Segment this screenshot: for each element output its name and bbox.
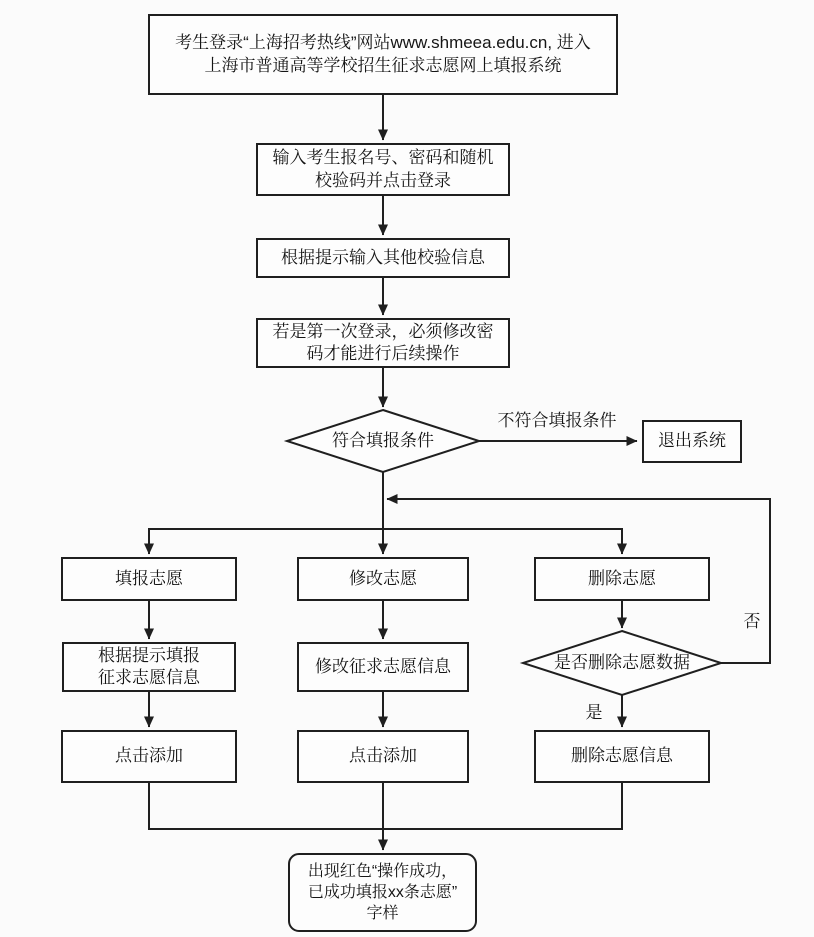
node-text-line: 征求志愿信息 <box>98 668 200 687</box>
edge-label-yes: 是 <box>585 702 603 722</box>
node-text-line: 考生登录“上海招考热线”网站www.shmeea.edu.cn, 进入 <box>175 33 591 53</box>
edge-label-no: 否 <box>743 611 761 631</box>
node-text-line: 删除志愿 <box>588 568 656 588</box>
node-click-add-left <box>61 730 237 783</box>
node-text-line: 码才能进行后续操作 <box>306 344 460 363</box>
node-text-line: 输入考生报名号、密码和随机 <box>272 148 494 168</box>
decision-eligibility-label: 符合填报条件 <box>332 430 434 450</box>
node-enter-credentials <box>256 143 510 196</box>
node-text-line: 修改征求志愿信息 <box>315 656 451 676</box>
node-text-line: 点击添加 <box>349 746 417 766</box>
node-text-line: 填报志愿 <box>115 568 183 588</box>
node-delete-application <box>534 557 710 601</box>
node-text-line: 根据提示填报 <box>98 645 200 665</box>
node-text-line: 字样 <box>366 905 399 923</box>
node-fill-per-prompt <box>62 642 236 692</box>
decision-delete-label: 是否删除志愿数据 <box>554 652 690 672</box>
node-first-login <box>256 318 510 368</box>
node-text-line: 删除志愿信息 <box>571 746 673 766</box>
node-text-line: 点击添加 <box>115 746 183 766</box>
node-text-line: 校验码并点击登录 <box>315 170 451 190</box>
node-text-line: 修改志愿 <box>349 568 417 588</box>
node-click-add-mid <box>297 730 469 783</box>
node-delete-info <box>534 730 710 783</box>
node-exit-system <box>642 420 742 463</box>
node-modify-application <box>297 557 469 601</box>
node-text-line: 若是第一次登录，必须修改密 <box>272 321 494 341</box>
node-text-line: 根据提示输入其他校验信息 <box>281 247 485 267</box>
node-login <box>148 14 618 95</box>
node-text-line: 已成功填报xx条志愿” <box>307 883 458 901</box>
node-text-line: 退出系统 <box>658 431 726 451</box>
node-text-line: 上海市普通高等学校招生征求志愿网上填报系统 <box>204 55 562 75</box>
node-fill-application <box>61 557 237 601</box>
node-text-line: 出现红色“操作成功， <box>307 862 458 880</box>
edge-label-not-eligible: 不符合填报条件 <box>497 410 617 430</box>
node-modify-info <box>297 642 469 692</box>
node-other-verification <box>256 238 510 278</box>
node-success-message <box>288 853 477 932</box>
